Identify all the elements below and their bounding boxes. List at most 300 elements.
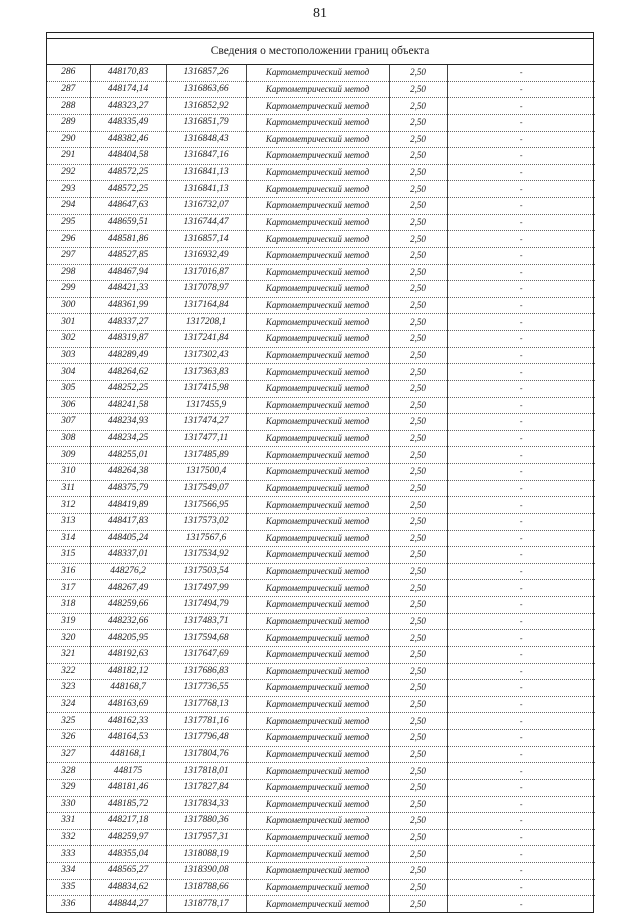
method-cell: Картометрический метод xyxy=(246,148,389,165)
method-cell: Картометрический метод xyxy=(246,397,389,414)
point-number-cell: 290 xyxy=(47,131,90,148)
table-row xyxy=(47,879,595,896)
coordinate-y-cell: 1316863,66 xyxy=(166,81,246,98)
accuracy-cell: 2,50 xyxy=(389,730,447,747)
method-cell: Картометрический метод xyxy=(246,131,389,148)
accuracy-cell: 2,50 xyxy=(389,630,447,647)
table-row xyxy=(47,214,595,231)
note-cell: - xyxy=(447,164,595,181)
note-cell: - xyxy=(447,464,595,481)
accuracy-cell: 2,50 xyxy=(389,264,447,281)
coordinate-y-cell: 1316841,13 xyxy=(166,164,246,181)
coordinate-x-cell: 448181,46 xyxy=(90,779,166,796)
coordinate-y-cell: 1317494,79 xyxy=(166,597,246,614)
note-cell: - xyxy=(447,447,595,464)
coordinate-x-cell: 448170,83 xyxy=(90,65,166,81)
table-row xyxy=(47,281,595,298)
point-number-cell: 303 xyxy=(47,347,90,364)
coordinate-y-cell: 1316744,47 xyxy=(166,214,246,231)
note-cell: - xyxy=(447,713,595,730)
point-number-cell: 292 xyxy=(47,164,90,181)
table-row xyxy=(47,364,595,381)
note-cell: - xyxy=(447,563,595,580)
note-cell: - xyxy=(447,65,595,81)
accuracy-cell: 2,50 xyxy=(389,746,447,763)
table-row xyxy=(47,447,595,464)
coordinate-x-cell: 448404,58 xyxy=(90,148,166,165)
table-row xyxy=(47,646,595,663)
point-number-cell: 309 xyxy=(47,447,90,464)
method-cell: Картометрический метод xyxy=(246,863,389,880)
coordinate-x-cell: 448355,04 xyxy=(90,846,166,863)
coordinate-x-cell: 448234,25 xyxy=(90,430,166,447)
accuracy-cell: 2,50 xyxy=(389,846,447,863)
note-cell: - xyxy=(447,696,595,713)
table-row xyxy=(47,430,595,447)
method-cell: Картометрический метод xyxy=(246,297,389,314)
note-cell: - xyxy=(447,364,595,381)
table-row xyxy=(47,264,595,281)
boundary-table-frame xyxy=(46,32,594,913)
coordinate-y-cell: 1317957,31 xyxy=(166,829,246,846)
coordinate-x-cell: 448834,62 xyxy=(90,879,166,896)
point-number-cell: 332 xyxy=(47,829,90,846)
note-cell: - xyxy=(447,380,595,397)
note-cell: - xyxy=(447,347,595,364)
coordinate-x-cell: 448185,72 xyxy=(90,796,166,813)
point-number-cell: 291 xyxy=(47,148,90,165)
point-number-cell: 328 xyxy=(47,763,90,780)
coordinate-x-cell: 448259,97 xyxy=(90,829,166,846)
coordinate-y-cell: 1316932,49 xyxy=(166,247,246,264)
coordinate-x-cell: 448527,85 xyxy=(90,247,166,264)
coordinate-x-cell: 448572,25 xyxy=(90,164,166,181)
method-cell: Картометрический метод xyxy=(246,114,389,131)
note-cell: - xyxy=(447,148,595,165)
point-number-cell: 300 xyxy=(47,297,90,314)
table-row xyxy=(47,829,595,846)
note-cell: - xyxy=(447,114,595,131)
coordinate-y-cell: 1316848,43 xyxy=(166,131,246,148)
coordinate-y-cell: 1317567,6 xyxy=(166,530,246,547)
accuracy-cell: 2,50 xyxy=(389,879,447,896)
accuracy-cell: 2,50 xyxy=(389,680,447,697)
method-cell: Картометрический метод xyxy=(246,314,389,331)
coordinate-y-cell: 1317503,54 xyxy=(166,563,246,580)
point-number-cell: 323 xyxy=(47,680,90,697)
coordinate-y-cell: 1317016,87 xyxy=(166,264,246,281)
table-row xyxy=(47,164,595,181)
table-row xyxy=(47,680,595,697)
coordinate-y-cell: 1317834,33 xyxy=(166,796,246,813)
accuracy-cell: 2,50 xyxy=(389,231,447,248)
coordinate-x-cell: 448192,63 xyxy=(90,646,166,663)
coordinate-x-cell: 448234,93 xyxy=(90,414,166,431)
method-cell: Картометрический метод xyxy=(246,480,389,497)
coordinate-x-cell: 448174,14 xyxy=(90,81,166,98)
table-row xyxy=(47,65,595,81)
table-row xyxy=(47,247,595,264)
note-cell: - xyxy=(447,98,595,115)
accuracy-cell: 2,50 xyxy=(389,214,447,231)
method-cell: Картометрический метод xyxy=(246,247,389,264)
coordinate-y-cell: 1316851,79 xyxy=(166,114,246,131)
method-cell: Картометрический метод xyxy=(246,630,389,647)
table-row xyxy=(47,98,595,115)
point-number-cell: 307 xyxy=(47,414,90,431)
accuracy-cell: 2,50 xyxy=(389,530,447,547)
method-cell: Картометрический метод xyxy=(246,530,389,547)
point-number-cell: 333 xyxy=(47,846,90,863)
accuracy-cell: 2,50 xyxy=(389,464,447,481)
accuracy-cell: 2,50 xyxy=(389,181,447,198)
note-cell: - xyxy=(447,879,595,896)
accuracy-cell: 2,50 xyxy=(389,896,447,912)
accuracy-cell: 2,50 xyxy=(389,613,447,630)
accuracy-cell: 2,50 xyxy=(389,314,447,331)
method-cell: Картометрический метод xyxy=(246,364,389,381)
coordinate-x-cell: 448572,25 xyxy=(90,181,166,198)
point-number-cell: 297 xyxy=(47,247,90,264)
coordinate-y-cell: 1317302,43 xyxy=(166,347,246,364)
coordinate-y-cell: 1318788,66 xyxy=(166,879,246,896)
table-row xyxy=(47,464,595,481)
table-row xyxy=(47,663,595,680)
table-caption: Сведения о местоположении границ объекта xyxy=(47,39,593,65)
accuracy-cell: 2,50 xyxy=(389,397,447,414)
table-row xyxy=(47,380,595,397)
point-number-cell: 308 xyxy=(47,430,90,447)
coordinate-y-cell: 1318778,17 xyxy=(166,896,246,912)
coordinate-x-cell: 448361,99 xyxy=(90,297,166,314)
point-number-cell: 287 xyxy=(47,81,90,98)
method-cell: Картометрический метод xyxy=(246,331,389,348)
note-cell: - xyxy=(447,597,595,614)
coordinate-x-cell: 448335,49 xyxy=(90,114,166,131)
table-row xyxy=(47,597,595,614)
note-cell: - xyxy=(447,198,595,215)
accuracy-cell: 2,50 xyxy=(389,331,447,348)
coordinate-y-cell: 1317078,97 xyxy=(166,281,246,298)
point-number-cell: 326 xyxy=(47,730,90,747)
point-number-cell: 289 xyxy=(47,114,90,131)
coordinate-x-cell: 448565,27 xyxy=(90,863,166,880)
note-cell: - xyxy=(447,314,595,331)
table-row xyxy=(47,181,595,198)
coordinate-y-cell: 1317474,27 xyxy=(166,414,246,431)
table-row xyxy=(47,397,595,414)
accuracy-cell: 2,50 xyxy=(389,247,447,264)
coordinate-x-cell: 448382,46 xyxy=(90,131,166,148)
method-cell: Картометрический метод xyxy=(246,347,389,364)
table-row xyxy=(47,497,595,514)
coordinate-y-cell: 1317566,95 xyxy=(166,497,246,514)
note-cell: - xyxy=(447,530,595,547)
coordinate-y-cell: 1316852,92 xyxy=(166,98,246,115)
point-number-cell: 330 xyxy=(47,796,90,813)
accuracy-cell: 2,50 xyxy=(389,796,447,813)
note-cell: - xyxy=(447,414,595,431)
method-cell: Картометрический метод xyxy=(246,597,389,614)
coordinate-y-cell: 1317455,9 xyxy=(166,397,246,414)
point-number-cell: 294 xyxy=(47,198,90,215)
coordinate-y-cell: 1318390,08 xyxy=(166,863,246,880)
coordinate-y-cell: 1317573,02 xyxy=(166,513,246,530)
point-number-cell: 325 xyxy=(47,713,90,730)
point-number-cell: 315 xyxy=(47,547,90,564)
coordinate-x-cell: 448467,94 xyxy=(90,264,166,281)
accuracy-cell: 2,50 xyxy=(389,497,447,514)
method-cell: Картометрический метод xyxy=(246,713,389,730)
table-row xyxy=(47,813,595,830)
coordinate-y-cell: 1317534,92 xyxy=(166,547,246,564)
note-cell: - xyxy=(447,779,595,796)
coordinate-x-cell: 448205,95 xyxy=(90,630,166,647)
coordinate-x-cell: 448162,33 xyxy=(90,713,166,730)
point-number-cell: 306 xyxy=(47,397,90,414)
note-cell: - xyxy=(447,813,595,830)
coordinate-x-cell: 448232,66 xyxy=(90,613,166,630)
coordinate-x-cell: 448289,49 xyxy=(90,347,166,364)
method-cell: Картометрический метод xyxy=(246,430,389,447)
note-cell: - xyxy=(447,630,595,647)
table-row xyxy=(47,114,595,131)
note-cell: - xyxy=(447,613,595,630)
method-cell: Картометрический метод xyxy=(246,181,389,198)
coordinate-x-cell: 448264,62 xyxy=(90,364,166,381)
accuracy-cell: 2,50 xyxy=(389,81,447,98)
note-cell: - xyxy=(447,81,595,98)
accuracy-cell: 2,50 xyxy=(389,198,447,215)
coordinate-y-cell: 1317827,84 xyxy=(166,779,246,796)
note-cell: - xyxy=(447,846,595,863)
accuracy-cell: 2,50 xyxy=(389,597,447,614)
page-number: 81 xyxy=(313,6,327,21)
method-cell: Картометрический метод xyxy=(246,264,389,281)
accuracy-cell: 2,50 xyxy=(389,829,447,846)
coordinate-x-cell: 448337,27 xyxy=(90,314,166,331)
note-cell: - xyxy=(447,214,595,231)
coordinate-x-cell: 448276,2 xyxy=(90,563,166,580)
accuracy-cell: 2,50 xyxy=(389,513,447,530)
method-cell: Картометрический метод xyxy=(246,813,389,830)
accuracy-cell: 2,50 xyxy=(389,563,447,580)
coordinate-y-cell: 1317500,4 xyxy=(166,464,246,481)
note-cell: - xyxy=(447,281,595,298)
point-number-cell: 322 xyxy=(47,663,90,680)
point-number-cell: 331 xyxy=(47,813,90,830)
coordinate-x-cell: 448175 xyxy=(90,763,166,780)
method-cell: Картометрический метод xyxy=(246,646,389,663)
coordinate-x-cell: 448421,33 xyxy=(90,281,166,298)
coordinate-x-cell: 448168,7 xyxy=(90,680,166,697)
coordinate-y-cell: 1317818,01 xyxy=(166,763,246,780)
table-row xyxy=(47,231,595,248)
accuracy-cell: 2,50 xyxy=(389,114,447,131)
table-row xyxy=(47,863,595,880)
method-cell: Картометрический метод xyxy=(246,730,389,747)
table-row xyxy=(47,347,595,364)
accuracy-cell: 2,50 xyxy=(389,663,447,680)
table-row xyxy=(47,846,595,863)
coordinate-x-cell: 448252,25 xyxy=(90,380,166,397)
coordinate-y-cell: 1316857,26 xyxy=(166,65,246,81)
coordinate-y-cell: 1317804,76 xyxy=(166,746,246,763)
note-cell: - xyxy=(447,430,595,447)
coordinate-y-cell: 1317686,83 xyxy=(166,663,246,680)
point-number-cell: 327 xyxy=(47,746,90,763)
accuracy-cell: 2,50 xyxy=(389,364,447,381)
note-cell: - xyxy=(447,680,595,697)
coordinate-x-cell: 448267,49 xyxy=(90,580,166,597)
note-cell: - xyxy=(447,547,595,564)
coordinate-y-cell: 1317241,84 xyxy=(166,331,246,348)
coordinate-x-cell: 448241,58 xyxy=(90,397,166,414)
coordinate-y-cell: 1317164,84 xyxy=(166,297,246,314)
table-row xyxy=(47,613,595,630)
coordinate-y-cell: 1317497,99 xyxy=(166,580,246,597)
coordinate-y-cell: 1318088,19 xyxy=(166,846,246,863)
coordinate-y-cell: 1317485,89 xyxy=(166,447,246,464)
point-number-cell: 317 xyxy=(47,580,90,597)
point-number-cell: 321 xyxy=(47,646,90,663)
coordinate-y-cell: 1317647,69 xyxy=(166,646,246,663)
note-cell: - xyxy=(447,480,595,497)
method-cell: Картометрический метод xyxy=(246,198,389,215)
coordinate-x-cell: 448337,01 xyxy=(90,547,166,564)
accuracy-cell: 2,50 xyxy=(389,447,447,464)
note-cell: - xyxy=(447,297,595,314)
method-cell: Картометрический метод xyxy=(246,796,389,813)
coordinate-y-cell: 1317736,55 xyxy=(166,680,246,697)
note-cell: - xyxy=(447,231,595,248)
coordinate-x-cell: 448581,86 xyxy=(90,231,166,248)
point-number-cell: 313 xyxy=(47,513,90,530)
coordinate-x-cell: 448168,1 xyxy=(90,746,166,763)
note-cell: - xyxy=(447,646,595,663)
accuracy-cell: 2,50 xyxy=(389,713,447,730)
point-number-cell: 302 xyxy=(47,331,90,348)
coordinate-y-cell: 1317796,48 xyxy=(166,730,246,747)
point-number-cell: 329 xyxy=(47,779,90,796)
accuracy-cell: 2,50 xyxy=(389,148,447,165)
note-cell: - xyxy=(447,580,595,597)
coordinate-x-cell: 448844,27 xyxy=(90,896,166,912)
coordinate-x-cell: 448163,69 xyxy=(90,696,166,713)
accuracy-cell: 2,50 xyxy=(389,480,447,497)
point-number-cell: 310 xyxy=(47,464,90,481)
method-cell: Картометрический метод xyxy=(246,613,389,630)
point-number-cell: 286 xyxy=(47,65,90,81)
point-number-cell: 320 xyxy=(47,630,90,647)
table-row xyxy=(47,480,595,497)
method-cell: Картометрический метод xyxy=(246,65,389,81)
table-row xyxy=(47,763,595,780)
coordinate-x-cell: 448375,79 xyxy=(90,480,166,497)
method-cell: Картометрический метод xyxy=(246,746,389,763)
point-number-cell: 318 xyxy=(47,597,90,614)
point-number-cell: 319 xyxy=(47,613,90,630)
method-cell: Картометрический метод xyxy=(246,81,389,98)
table-row xyxy=(47,547,595,564)
note-cell: - xyxy=(447,181,595,198)
table-row xyxy=(47,414,595,431)
accuracy-cell: 2,50 xyxy=(389,380,447,397)
accuracy-cell: 2,50 xyxy=(389,696,447,713)
method-cell: Картометрический метод xyxy=(246,879,389,896)
point-number-cell: 336 xyxy=(61,898,76,909)
method-cell: Картометрический метод xyxy=(246,497,389,514)
note-cell: - xyxy=(447,131,595,148)
point-number-cell: 314 xyxy=(47,530,90,547)
point-number-cell: 304 xyxy=(47,364,90,381)
table-row xyxy=(47,314,595,331)
coordinate-y-cell: 1317880,36 xyxy=(166,813,246,830)
method-cell: Картометрический метод xyxy=(246,563,389,580)
note-cell: - xyxy=(447,863,595,880)
table-row xyxy=(47,630,595,647)
accuracy-cell: 2,50 xyxy=(389,131,447,148)
note-cell: - xyxy=(447,763,595,780)
accuracy-cell: 2,50 xyxy=(389,164,447,181)
coordinate-x-cell: 448405,24 xyxy=(90,530,166,547)
accuracy-cell: 2,50 xyxy=(389,547,447,564)
note-cell: - xyxy=(447,397,595,414)
accuracy-cell: 2,50 xyxy=(389,763,447,780)
accuracy-cell: 2,50 xyxy=(389,281,447,298)
table-row xyxy=(47,148,595,165)
coordinate-x-cell: 448419,89 xyxy=(90,497,166,514)
note-cell: - xyxy=(447,247,595,264)
table-row xyxy=(47,331,595,348)
method-cell: Картометрический метод xyxy=(246,447,389,464)
coordinate-x-cell: 448259,66 xyxy=(90,597,166,614)
coordinate-y-cell: 1317415,98 xyxy=(166,380,246,397)
table-row xyxy=(47,779,595,796)
note-cell: - xyxy=(447,497,595,514)
table-row xyxy=(47,131,595,148)
table-row xyxy=(47,713,595,730)
accuracy-cell: 2,50 xyxy=(389,297,447,314)
coordinate-x-cell: 448264,38 xyxy=(90,464,166,481)
coordinate-y-cell: 1316847,16 xyxy=(166,148,246,165)
accuracy-cell: 2,50 xyxy=(389,347,447,364)
accuracy-cell: 2,50 xyxy=(389,98,447,115)
coordinate-y-cell: 1317477,11 xyxy=(166,430,246,447)
note-cell: - xyxy=(447,730,595,747)
table-row xyxy=(47,696,595,713)
point-number-cell: 293 xyxy=(47,181,90,198)
accuracy-cell: 2,50 xyxy=(389,430,447,447)
coordinate-x-cell: 448182,12 xyxy=(90,663,166,680)
method-cell: Картометрический метод xyxy=(246,846,389,863)
point-number-cell: 288 xyxy=(47,98,90,115)
coordinate-y-cell: 1316841,13 xyxy=(166,181,246,198)
note-cell: - xyxy=(447,829,595,846)
coordinate-x-cell: 448417,83 xyxy=(90,513,166,530)
note-cell: - xyxy=(447,513,595,530)
method-cell: Картометрический метод xyxy=(246,380,389,397)
method-cell: Картометрический метод xyxy=(246,763,389,780)
accuracy-cell: 2,50 xyxy=(389,65,447,81)
method-cell: Картометрический метод xyxy=(246,164,389,181)
method-cell: Картометрический метод xyxy=(246,680,389,697)
method-cell: Картометрический метод xyxy=(246,696,389,713)
note-cell: - xyxy=(447,746,595,763)
accuracy-cell: 2,50 xyxy=(389,646,447,663)
point-number-cell: 311 xyxy=(47,480,90,497)
point-number-cell: 316 xyxy=(47,563,90,580)
